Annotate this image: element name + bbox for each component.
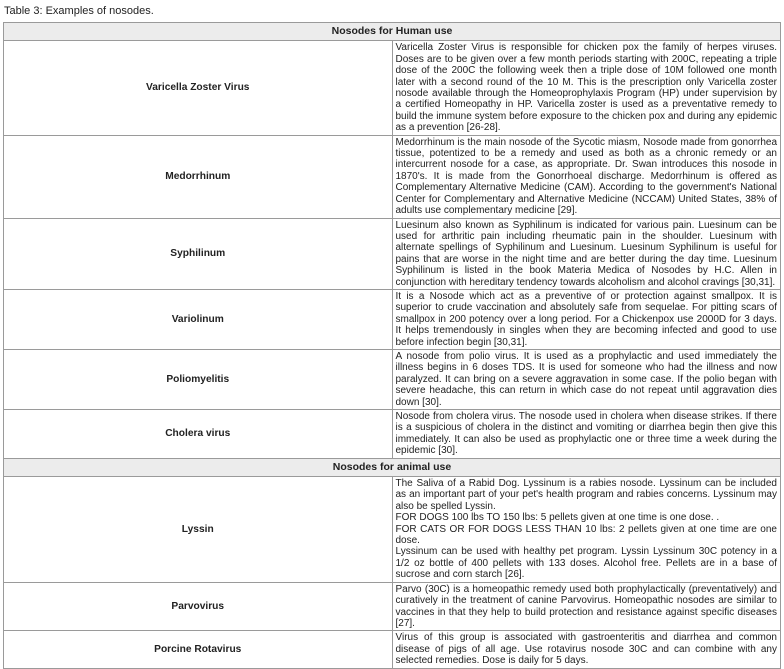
table-row [4,582,781,631]
section-title: Nosodes for Human use [4,23,781,41]
description-text: Nosode from cholera virus. The nosode used in cholera when disease strikes. If there is a suspicious of cholera in the distinct and vomiting or diarrhea begin then give this immediately. It can also be used as prophylactic one or three time a week during the epidemic [30]. [395,411,777,457]
nosode-name: Medorrhinum [4,135,393,218]
nosode-name: Porcine Rotavirus [4,631,393,668]
nosodes-table [3,22,781,669]
description-text: A nosode from polio virus. It is used as a prophylactic and used immediately the illness begins in 6 doses TDS. It is used for someone who had the illness and now paralyzed. It can bring on a severe aggravation in some case. If the polio began with severe headache, this can return in which case do not repeat until aggravation dies down [30]. [395,350,777,408]
table-row [4,631,781,668]
nosode-name: Variolinum [4,289,393,349]
nosode-description [392,289,781,349]
nosode-description [392,349,781,409]
table-caption: Table 3: Examples of nosodes. [4,5,154,17]
table-row [4,218,781,289]
description-text: Lyssinum can be used with healthy pet program. Lyssin Lyssinum 30C potency in a 1/2 oz bottle of 400 pellets with 133 doses. Alcohol free. Pellets are in a base of sucrose and corn starch [26]. [395,546,777,581]
nosode-name: Poliomyelitis [4,349,393,409]
nosode-name: Syphilinum [4,218,393,289]
table-row [4,289,781,349]
nosode-description [392,631,781,668]
table-row [4,41,781,135]
nosode-description [392,410,781,459]
nosode-description [392,135,781,218]
table-row [4,349,781,409]
description-text: Medorrhinum is the main nosode of the Sycotic miasm, Nosode made from gonorrhea tissue, potentized to be a remedy and used as both as a chronic remedy or an intercurrent nosode for a case, as appropriate. Dr. Swan introduces this nosode in 1870's. It is made from the Gonorrhoeal discharge. Medorrhinum is offered as Complementary Alternative Medicine (CAM). According to the government's National Center for Complementary and Alternative Medicine (NCCAM) United States, 38% of adults use complementary medicine [29]. [395,136,777,217]
description-text: The Saliva of a Rabid Dog. Lyssinum is a rabies nosode. Lyssinum can be included as an important part of your pet's health program and rabies concerns. Lyssinum may also be spelled Lyssin. [395,478,777,512]
table-row [4,477,781,583]
section-title: Nosodes for animal use [4,458,781,476]
nosode-description [392,582,781,631]
description-text: Virus of this group is associated with gastroenteritis and diarrhea and common disease of pigs of all age. Use rotavirus nosode 30C and can combine with any selected remedies. Dose is daily for 5 days. [395,632,777,667]
nosode-description [392,41,781,135]
nosode-name: Parvovirus [4,582,393,631]
nosode-description [392,218,781,289]
nosode-name: Lyssin [4,477,393,583]
description-text: Luesinum also known as Syphilinum is indicated for various pain. Luesinum can be used for arthritic pain including rheumatic pain in the shoulder. Luesinum with alternate spellings of Syphilinum and Luesinum. Luesinum Syphilinum is useful for pains that are worse in the night time and are better during the day time. Luesinum Syphilinum is listed in the book Materia Medica of Nosodes by H.C. Allen in conjunction with hereditary tendency towards alcoholism and alcohol cravings [30,31]. [395,219,777,288]
nosodes-table-container [3,22,781,669]
section-header-row [4,458,781,476]
description-text: Parvo (30C) is a homeopathic remedy used both prophylactically (preventatively) and curatively in the treatment of canine Parvovirus. Homeopathic nosodes are similar to vaccines in that they help to build protection and resistance against specific diseases [27]. [395,583,777,629]
nosode-name: Varicella Zoster Virus [4,41,393,135]
description-text: Varicella Zoster Virus is responsible for chicken pox the family of herpes viruses. Doses are to be given over a few month periods starting with 200C, repeating a triple dose of the 200C the following week then a triple dose of 10M followed one month later with a second round of the 10 M. This is the prescription only Varicella zoster nosode available through the Homeoprophylaxis Program (HP) under supervision by a certified Homeopathy in HP. Varicella zoster is used as a preventative remedy to build the immune system before exposure to the chicken pox and during any epidemic as a prevention [26-28]. [395,42,777,134]
description-text: It is a Nosode which act as a preventive of or protection against smallpox. It is superior to crude vaccination and absolutely safe from sequelae. For pitting scars of smallpox in 200 potency over a long period. For a Chickenpox use 2000D for 3 days. It helps tremendously in singles when they are becoming infected and good to use before infection begin [30,31]. [395,290,777,348]
table-row [4,135,781,218]
description-text: FOR DOGS 100 lbs TO 150 lbs: 5 pellets given at one time is one dose. . [395,512,720,524]
table-row [4,410,781,459]
description-text: FOR CATS OR FOR DOGS LESS THAN 10 lbs: 2 pellets given at one time are one dose. [395,523,777,547]
nosode-description [392,477,781,583]
nosode-name: Cholera virus [4,410,393,459]
section-header-row [4,23,781,41]
